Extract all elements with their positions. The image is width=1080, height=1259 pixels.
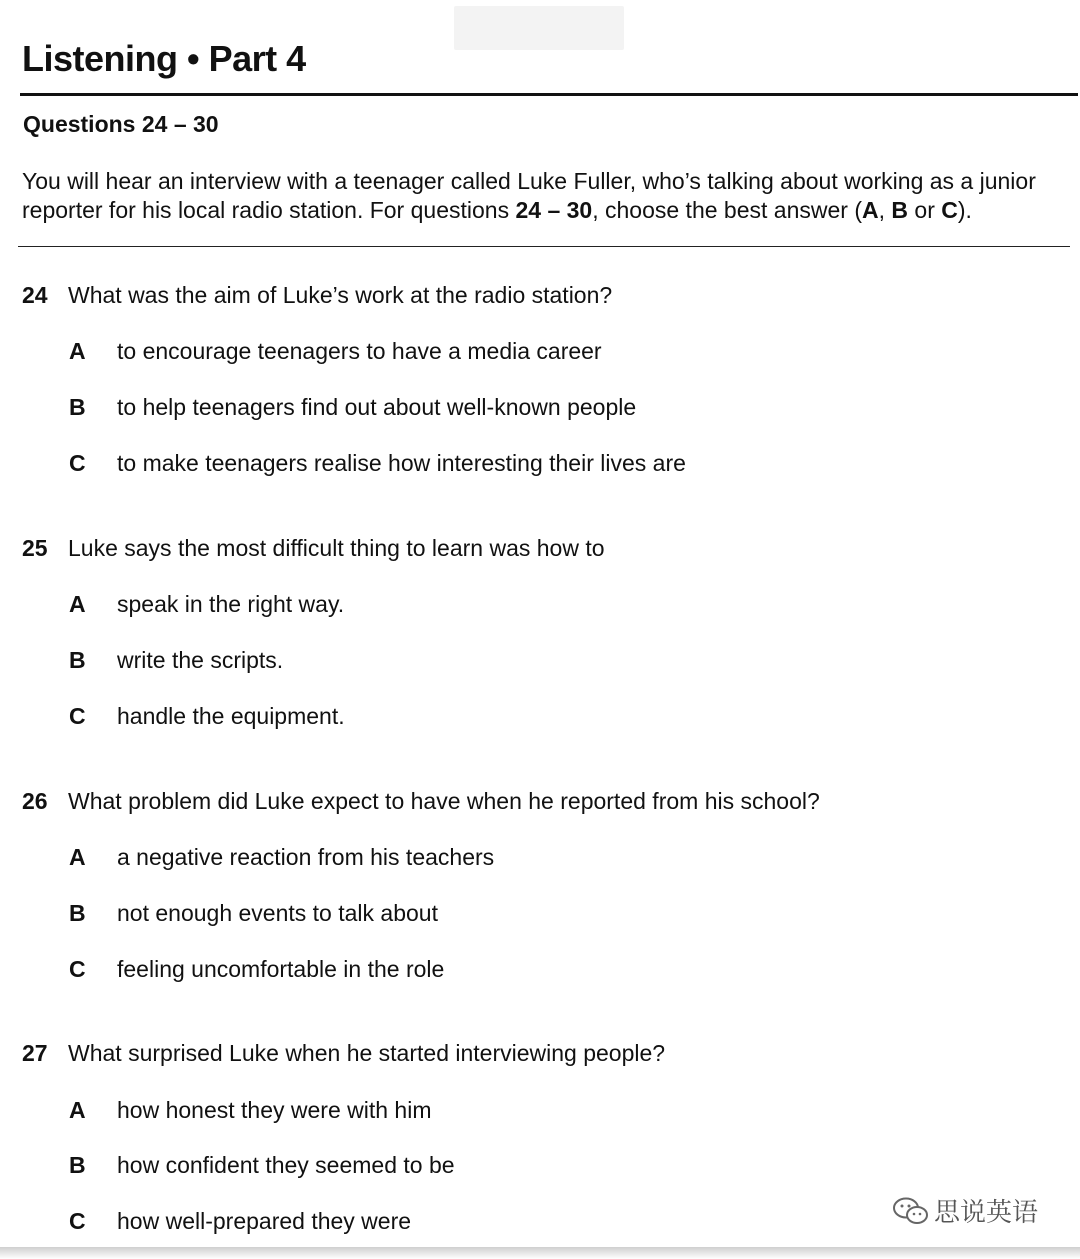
- question-text: Luke says the most difficult thing to learn was how to: [68, 535, 605, 561]
- option-letter: A: [69, 1097, 86, 1123]
- option-text: not enough events to talk about: [117, 900, 438, 926]
- instructions-letter-c: C: [941, 197, 958, 223]
- instructions: [22, 167, 1078, 225]
- question-stem: [22, 1040, 665, 1067]
- option-a[interactable]: [69, 338, 602, 365]
- option-letter: A: [69, 844, 86, 870]
- question-stem: [22, 282, 612, 309]
- option-text: how well-prepared they were: [117, 1208, 412, 1234]
- option-c[interactable]: [69, 703, 345, 730]
- question-text: What was the aim of Luke’s work at the radio station?: [68, 282, 613, 308]
- instructions-letter-b: B: [891, 197, 909, 223]
- option-b[interactable]: [69, 647, 283, 674]
- instructions-line-1: You will hear an interview with a teenager called Luke Fuller, who’s talking about working as a junior: [22, 168, 1036, 194]
- question-number: 24: [22, 282, 48, 308]
- option-text: feeling uncomfortable in the role: [117, 956, 445, 982]
- watermark: [892, 1192, 1038, 1229]
- option-letter: A: [69, 591, 86, 617]
- option-a[interactable]: [69, 591, 344, 618]
- option-text: to encourage teenagers to have a media career: [117, 338, 602, 364]
- page-edge-shadow: [0, 1247, 1080, 1259]
- option-text: a negative reaction from his teachers: [117, 844, 495, 870]
- option-b[interactable]: [69, 394, 636, 421]
- instructions-divider: [18, 246, 1070, 247]
- question-text: What problem did Luke expect to have when he reported from his school?: [68, 788, 820, 814]
- option-text: how confident they seemed to be: [117, 1152, 455, 1178]
- instructions-text: ,: [878, 197, 892, 223]
- option-letter: C: [69, 956, 86, 982]
- watermark-text: 思说英语: [934, 1198, 1039, 1228]
- option-letter: A: [69, 338, 86, 364]
- option-letter: B: [69, 394, 86, 420]
- option-c[interactable]: [69, 1208, 411, 1235]
- option-a[interactable]: [69, 1097, 432, 1124]
- question-stem: [22, 535, 605, 562]
- question-stem: [22, 788, 820, 815]
- instructions-text: or: [908, 197, 942, 223]
- question-number: 25: [22, 535, 48, 561]
- instructions-range-bold: 24 – 30: [515, 197, 593, 223]
- option-a[interactable]: [69, 844, 494, 871]
- option-c[interactable]: [69, 450, 686, 477]
- option-text: handle the equipment.: [117, 703, 345, 729]
- instructions-letter-a: A: [861, 197, 879, 223]
- wechat-icon: [892, 1196, 930, 1226]
- option-letter: C: [69, 703, 86, 729]
- faint-stamp: [454, 6, 624, 50]
- option-letter: B: [69, 647, 86, 673]
- question-text: What surprised Luke when he started interviewing people?: [68, 1040, 666, 1066]
- page-title: Listening • Part 4: [22, 38, 306, 79]
- instructions-line-2: [22, 196, 1078, 225]
- option-text: how honest they were with him: [117, 1097, 432, 1123]
- option-text: to help teenagers find out about well-known people: [117, 394, 637, 420]
- instructions-text: reporter for his local radio station. For questions: [22, 197, 516, 223]
- option-b[interactable]: [69, 1152, 455, 1179]
- option-letter: B: [69, 1152, 86, 1178]
- option-letter: B: [69, 900, 86, 926]
- option-text: speak in the right way.: [117, 591, 345, 617]
- option-c[interactable]: [69, 956, 444, 983]
- option-letter: C: [69, 1208, 86, 1234]
- title-divider: [20, 93, 1078, 96]
- question-number: 26: [22, 788, 48, 814]
- option-text: write the scripts.: [117, 647, 284, 673]
- questions-range: Questions 24 – 30: [23, 111, 219, 137]
- option-b[interactable]: [69, 900, 438, 927]
- question-number: 27: [22, 1040, 48, 1066]
- instructions-text: , choose the best answer (: [592, 197, 862, 223]
- option-letter: C: [69, 450, 86, 476]
- option-text: to make teenagers realise how interesting their lives are: [117, 450, 686, 476]
- instructions-text: ).: [957, 197, 972, 223]
